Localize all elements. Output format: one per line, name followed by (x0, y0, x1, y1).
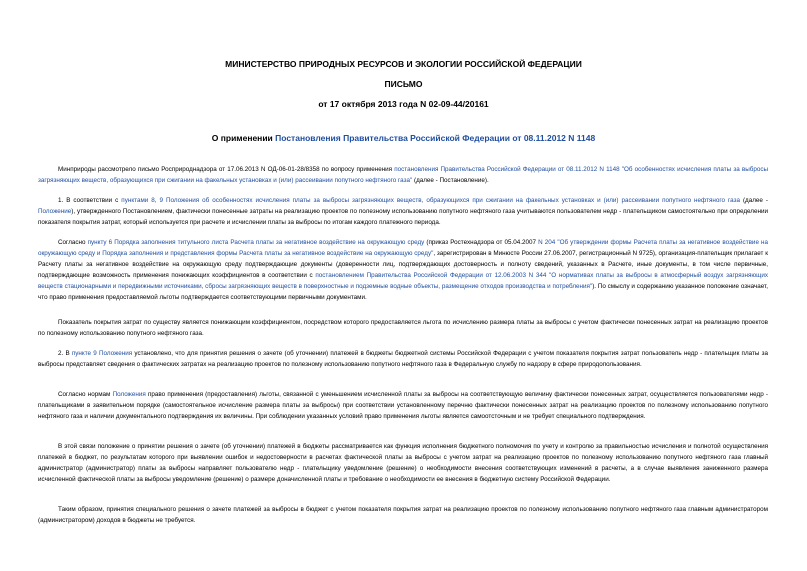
paragraph-1 (38, 164, 768, 186)
p1-link[interactable]: постановления Правительства Российской Федерации от 08.11.2012 N 1148 "Об особенностях исчисления платы за выбросы загрязняющих веществ, образующихся при сжигании на факельных установках и (или) рассеивании попутного нефтяного газа" (38, 166, 768, 184)
p3-text-b: (приказ Ростехнадзора от 05.04.2007 (424, 239, 539, 246)
p8-text: Таким образом, принятия специального решения о зачете платежей за выбросы в бюджет с учетом показателя покрытия затрат на реализацию проектов по полезному использованию попутного нефтяного газа главным администратором (администратором) доходов в бюджеты не требуется. (38, 506, 768, 524)
paragraph-6 (38, 389, 768, 422)
p4-text: Показатель покрытия затрат по существу является понижающим коэффициентом, посредством которого предоставляется льгота по исчислению размера платы за выбросы с учетом фактически понесенных затрат на реализацию проектов по полезному использованию попутного нефтяного газа. (38, 319, 768, 337)
p3-link-1[interactable]: пункту 6 Порядка заполнения титульного листа Расчета платы за негативное воздействие на окружающую среду (87, 239, 425, 246)
p2-text-a: 1. В соответствии с (58, 197, 122, 204)
document-date-number: от 17 октября 2013 года N 02-09-44/20161 (318, 99, 489, 109)
document-type: ПИСЬМО (384, 79, 423, 89)
p3-link-3[interactable]: постановлением Правительства Российской Федерации от 12.06.2003 N 344 "О нормативах платы за выбросы в атмосферный воздух загрязняющих веществ стационарными и передвижными источниками, сбросы загрязняющих веществ в поверхностные и подземные водные объекты, размещение отходов производства и потребления" (38, 272, 768, 290)
p2-link-1[interactable]: пунктами 8, 9 Положения об особенностях исчисления платы за выбросы загрязняющих веществ, образующихся при сжигании на факельных установках и (или) рассеивании попутного нефтяного газа (121, 197, 740, 204)
p7-text: В этой связи положение о принятии решения о зачете (об уточнении) платежей в бюджеты рассматривается как функция исполнения бюджетного полномочия по учету и контролю за правильностью исчисления и полнотой осуществления платежей в бюджет, по результатам которого при выявлении ошибок и недостоверности в расчетах фактической платы за выбросы с учетом затрат на реализацию проектов по полезному использованию попутного нефтяного газа главный администратор (администратор) платы за выбросы направляет пользователю недр - плательщику уведомление (решение) о необходимости внесения соответствующих изменений в расчеты, а в случае выявления заниженного размера исчисленной фактической платы за выбросы уведомление (решение) о размере доначисленной платы и требование о необходимости ее внесения в бюджетную систему Российской Федерации. (38, 443, 768, 483)
paragraph-3 (38, 237, 768, 303)
p5-text-a: 2. В (58, 350, 72, 357)
p1-text-a: Минприроды рассмотрело письмо Росприроднадзора от 17.06.2013 N ОД-06-01-28/8358 по вопросу применения (58, 166, 395, 173)
p2-link-2[interactable]: Положение (38, 208, 72, 215)
subject-link[interactable]: Постановления Правительства Российской Федерации от 08.11.2012 N 1148 (275, 133, 596, 143)
p3-text-a: Согласно (58, 239, 88, 246)
p5-link[interactable]: пункте 9 Положения (71, 350, 133, 357)
p6-link[interactable]: Положения (112, 391, 146, 398)
ministry-title: МИНИСТЕРСТВО ПРИРОДНЫХ РЕСУРСОВ И ЭКОЛОГИИ РОССИЙСКОЙ ФЕДЕРАЦИИ (225, 59, 582, 69)
paragraph-8 (38, 504, 768, 526)
paragraph-4 (38, 317, 768, 339)
p6-text-b: право применения (предоставления) льготы, связанной с уменьшением исчисленной платы за выбросы на соответствующую величину фактически понесенных затрат, осуществляется пользователями недр - плательщиками в заявительном порядке (самостоятельное исчисление размера платы за выбросы) при соответствии установленному перечню фактически понесенных затрат на реализацию проектов по полезному использованию попутного нефтяного газа и наличии документального подтверждения их величины. При соблюдении указанных условий право применения льготы является самоотсточным и не требует специального подтверждения. (38, 391, 769, 420)
document-subject (0, 133, 807, 143)
p3-text-d: ). По смыслу и содержанию указанное положение означает, что право применения предоставляемой льготы подтверждается соответствующими первичными документами. (38, 283, 768, 301)
p2-text-c: ), утвержденного Постановлением, фактически понесенные затраты на реализацию проектов по полезному использованию попутного нефтяного газа учитываются пользователем недр - плательщиком самостоятельно при определении показателя покрытия затрат, который используется при расчете и исчислении платы за выбросы по итогам каждого платежного периода. (38, 208, 768, 226)
paragraph-5 (38, 348, 768, 370)
p3-link-2[interactable]: N 204 "Об утверждении формы Расчета платы за негативное воздействие на окружающую среду и Порядка заполнения и представления формы Расчета платы за негативное воздействие на окружающую среду" (38, 239, 769, 257)
p3-text-c: , зарегистрирован в Минюсте России 27.06.2007, регистрационный N 9725), организация-плательщик прилагает к Расчету платы за негативное воздействие на окружающую среду подтверждающие документы (доверенности лиц, подтверждающих достоверность и полноту сведений, указанных в Расчете, иные документы, в том числе первичные, подтверждающие возможность применения понижающих коэффициентов в соответствии с (38, 250, 768, 279)
p1-text-b: (далее - Постановление). (412, 177, 489, 184)
p5-text-b: установлено, что для принятия решения о зачете (об уточнении) платежей в бюджеты бюджетной системы Российской Федерации с учетом показателя покрытия затрат пользователь недр - плательщик платы за выбросы представляет сведения о фактических затратах на реализацию проектов по полезному использованию попутного нефтяного газа в Федеральную службу по надзору в сфере природопользования. (38, 350, 768, 368)
p6-text-a: Согласно нормам (58, 391, 113, 398)
subject-prefix: О применении (211, 133, 276, 143)
paragraph-2 (38, 195, 768, 228)
paragraph-7 (38, 441, 768, 485)
p2-text-b: (далее - (739, 197, 768, 204)
